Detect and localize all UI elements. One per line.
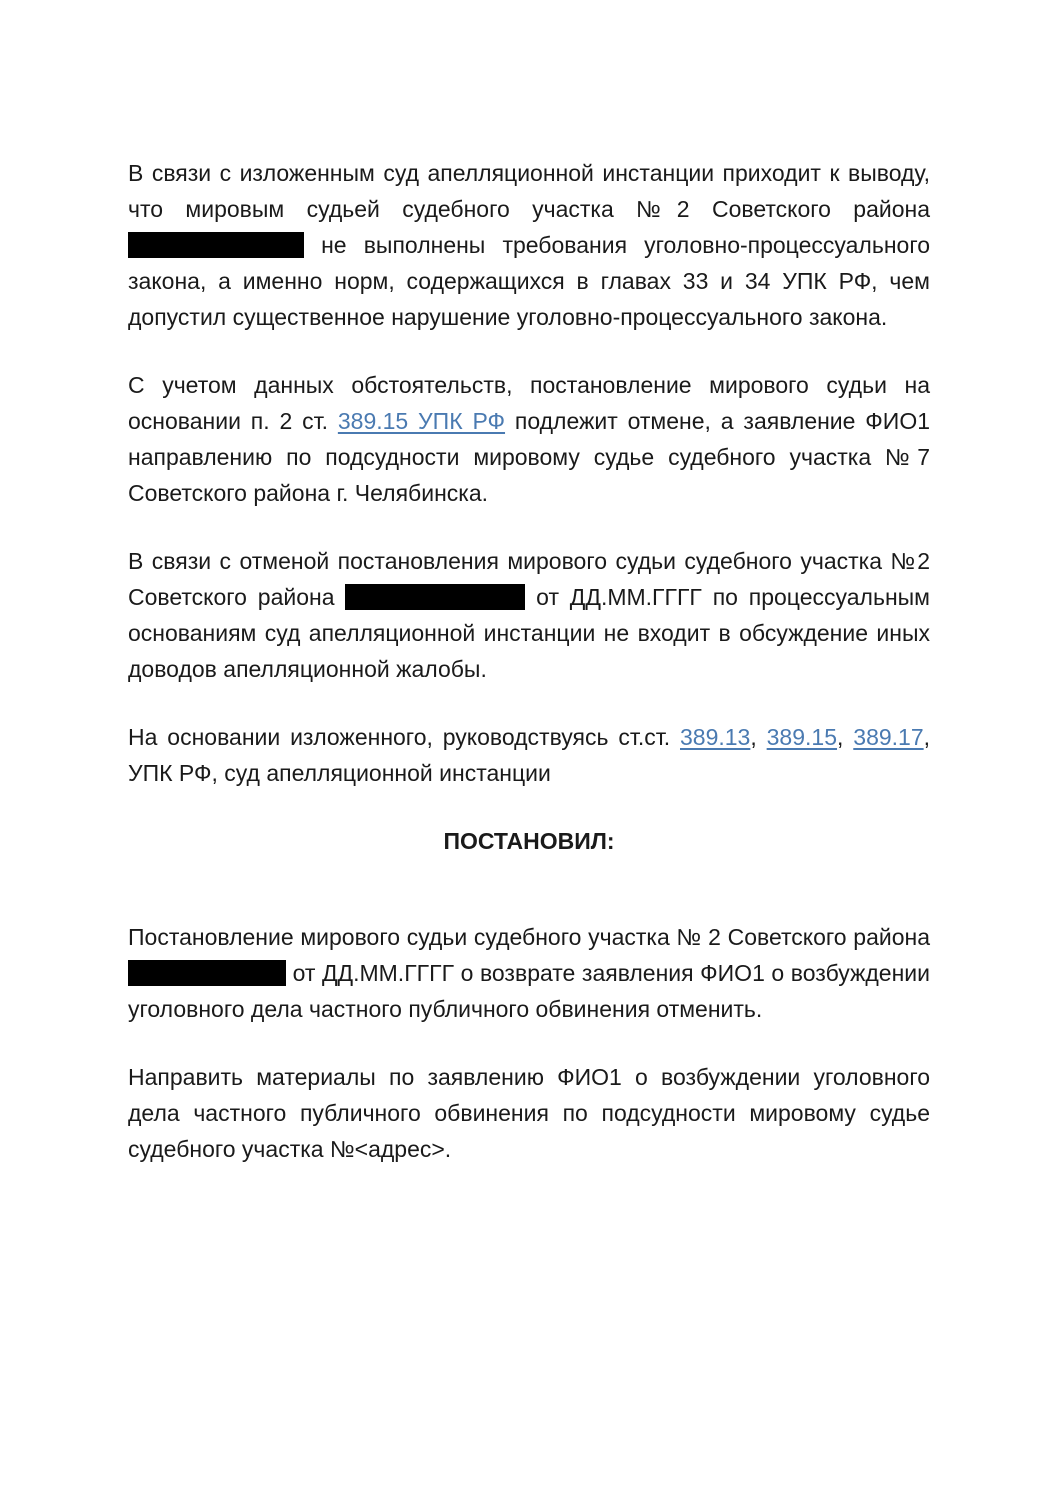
para-no-other-arguments: В связи с отменой постановления мирового судьи судебного участка №2 Советского района от ДД.ММ.ГГГГ по процессуальным основаниям суд апелляционной инстанции не входит в обсуждение иных доводов апелляционной жалобы. — [128, 548, 930, 682]
statute-link-389-17[interactable]: 389.17 — [853, 724, 924, 750]
para-resolution-forward: Направить материалы по заявлению ФИО1 о возбуждении уголовного дела частного публичного обвинения по подсудности мировому судье судебного участка №<адрес>. — [128, 1064, 930, 1162]
resolution-heading: ПОСТАНОВИЛ: — [443, 828, 615, 854]
para-cancellation-basis: С учетом данных обстоятельств, постановление мирового судьи на основании п. 2 ст. 389.15 УПК РФ подлежит отмене, а заявление ФИО1 направлению по подсудности мировому судье судебного участка №7 Советского района г. Челябинска. — [128, 372, 930, 506]
redaction-bar — [128, 232, 304, 258]
statute-link-389-13[interactable]: 389.13 — [680, 724, 751, 750]
statute-link-389-15[interactable]: 389.15 — [766, 724, 837, 750]
redaction-bar — [128, 960, 286, 986]
para-guided-by: На основании изложенного, руководствуясь ст.ст. 389.13, 389.15, 389.17, УПК РФ, суд апелляционной инстанции — [128, 724, 931, 786]
para-resolution-cancel: Постановление мирового судьи судебного участка № 2 Советского района от ДД.ММ.ГГГГ о возврате заявления ФИО1 о возбуждении уголовного дела частного публичного обвинения отменить. — [128, 924, 930, 1022]
document-body — [128, 155, 930, 1199]
statute-link-389-15-upk-rf[interactable]: 389.15 УПК РФ — [337, 408, 506, 434]
redaction-bar — [345, 584, 525, 610]
para-appellate-conclusion: В связи с изложенным суд апелляционной инстанции приходит к выводу, что мировым судьей судебного участка №2 Советского района не выполнены требования уголовно-процессуального закона, а именно норм, содержащихся в главах 33 и 34 УПК РФ, чем допустил существенное нарушение уголовно-процессуального закона. — [128, 160, 930, 330]
